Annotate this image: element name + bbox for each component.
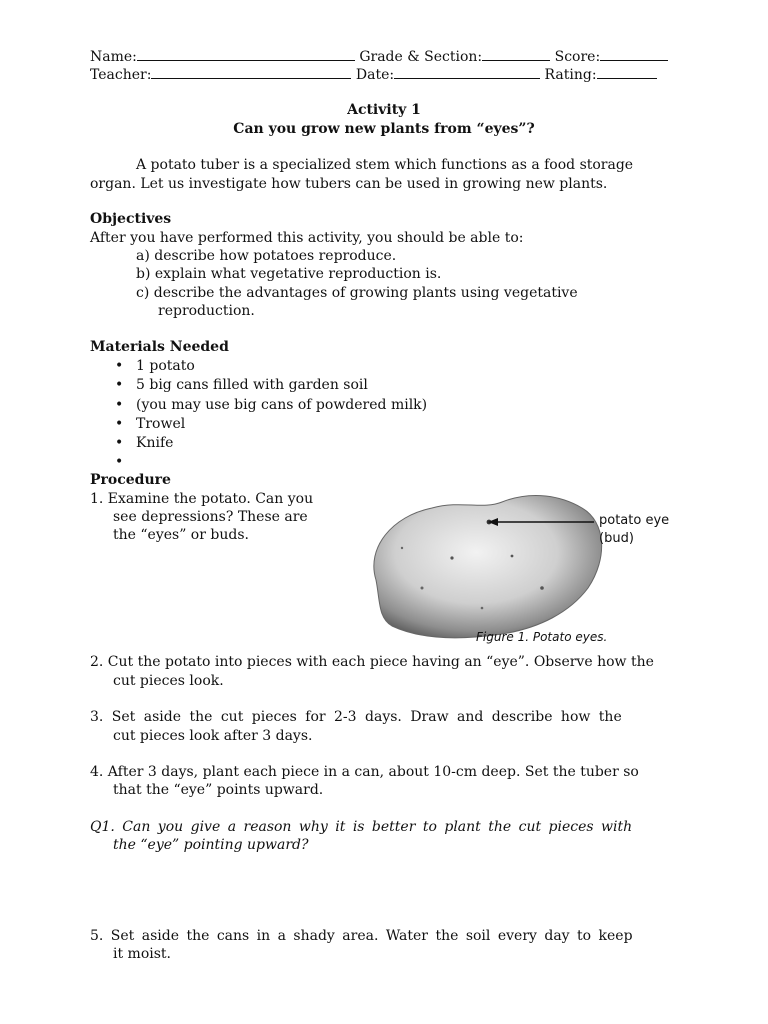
question-1-line-1: Q1. Can you give a reason why it is better to plant the cut pieces with xyxy=(90,819,633,835)
objectives-heading: Objectives xyxy=(90,211,172,227)
materials-heading: Materials Needed xyxy=(90,339,229,355)
header-row-1 xyxy=(90,47,668,66)
name-label: Name: xyxy=(90,49,137,65)
rating-blank[interactable] xyxy=(597,65,657,79)
figure-caption: Figure 1. Potato eyes. xyxy=(476,630,608,644)
objectives-lead: After you have performed this activity, you should be able to: xyxy=(90,230,524,246)
intro-line-1: A potato tuber is a specialized stem which functions as a food storage xyxy=(136,157,634,173)
material-item: Trowel xyxy=(136,416,186,432)
step-3-line-2: cut pieces look after 3 days. xyxy=(113,728,313,744)
step-2-line-2: cut pieces look. xyxy=(113,673,224,689)
score-label: Score: xyxy=(554,49,601,65)
date-blank[interactable] xyxy=(394,65,540,79)
step-5-line-1: 5. Set aside the cans in a shady area. Water the soil every day to keep xyxy=(90,928,633,944)
objective-item-c-cont: reproduction. xyxy=(158,303,255,319)
date-label: Date: xyxy=(355,67,395,83)
activity-title: Activity 1 xyxy=(347,102,421,118)
material-item: 5 big cans filled with garden soil xyxy=(136,377,368,393)
objective-item-b: b) explain what vegetative reproduction is. xyxy=(136,266,442,282)
material-item: (you may use big cans of powdered milk) xyxy=(136,397,428,413)
question-1-line-2: the “eye” pointing upward? xyxy=(113,837,309,853)
step-1-line-3: the “eyes” or buds. xyxy=(113,527,249,543)
bullet-icon: • xyxy=(115,377,124,393)
grade-blank[interactable] xyxy=(482,47,550,61)
potato-figure xyxy=(362,488,682,648)
step-1-line-2: see depressions? These are xyxy=(113,509,308,525)
objective-item-c: c) describe the advantages of growing plants using vegetative xyxy=(136,285,578,301)
bud-label: (bud) xyxy=(599,531,634,546)
material-item: 1 potato xyxy=(136,358,195,374)
material-item: Knife xyxy=(136,435,174,451)
potato-eye-label: potato eye xyxy=(599,513,670,528)
bullet-icon: • xyxy=(115,416,124,432)
bullet-icon: • xyxy=(115,454,124,470)
step-1-line-1: 1. Examine the potato. Can you xyxy=(90,491,314,507)
grade-label: Grade & Section: xyxy=(359,49,483,65)
teacher-label: Teacher: xyxy=(90,67,152,83)
teacher-blank[interactable] xyxy=(151,65,351,79)
step-4-line-2: that the “eye” points upward. xyxy=(113,782,324,798)
step-5-line-2: it moist. xyxy=(113,946,171,962)
rating-label: Rating: xyxy=(544,67,597,83)
score-blank[interactable] xyxy=(600,47,668,61)
bullet-icon: • xyxy=(115,435,124,451)
bullet-icon: • xyxy=(115,358,124,374)
bullet-icon: • xyxy=(115,397,124,413)
name-blank[interactable] xyxy=(137,47,355,61)
objective-item-a: a) describe how potatoes reproduce. xyxy=(136,248,397,264)
step-4-line-1: 4. After 3 days, plant each piece in a can, about 10-cm deep. Set the tuber so xyxy=(90,764,639,780)
intro-line-2: organ. Let us investigate how tubers can be used in growing new plants. xyxy=(90,176,608,192)
header-row-2 xyxy=(90,65,657,84)
step-3-line-1: 3. Set aside the cut pieces for 2-3 days. Draw and describe how the xyxy=(90,709,622,725)
procedure-heading: Procedure xyxy=(90,472,171,488)
step-2-line-1: 2. Cut the potato into pieces with each piece having an “eye”. Observe how the xyxy=(90,654,654,670)
activity-subtitle: Can you grow new plants from “eyes”? xyxy=(233,121,535,137)
